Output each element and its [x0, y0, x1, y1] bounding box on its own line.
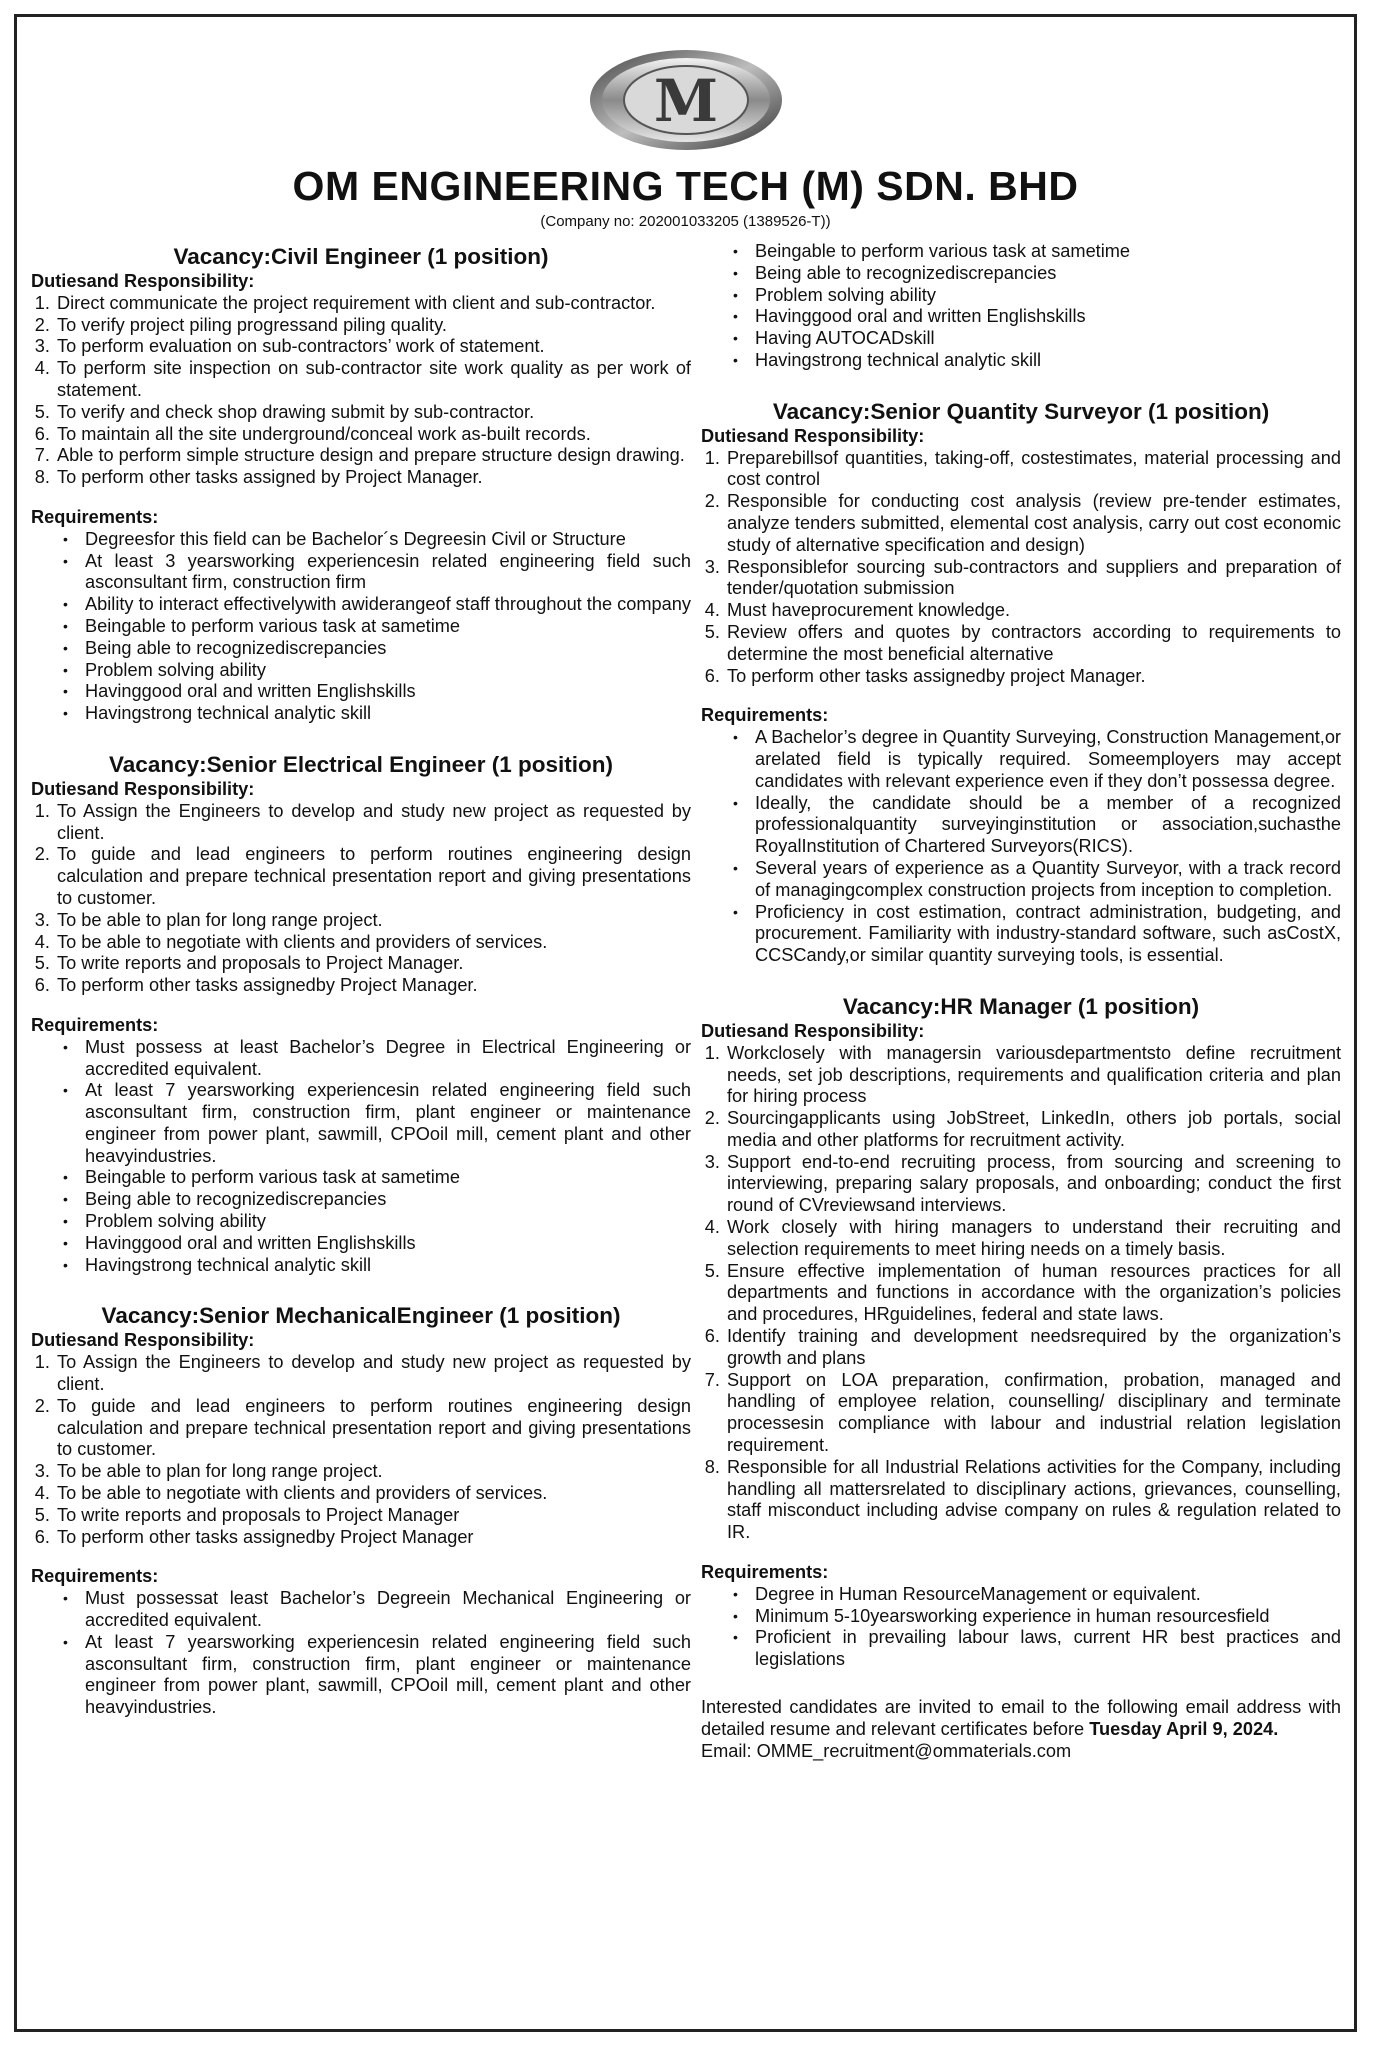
requirements-heading: Requirements: — [31, 1014, 159, 1035]
left-column — [31, 243, 691, 1745]
duties-heading: Dutiesand Responsibility: — [31, 271, 255, 291]
list-item: 3. To be able to plan for long range project. — [55, 1461, 691, 1483]
list-item: • Ideally, the candidate should be a member of a recognized professionalquantity surveyinginstitution or association,suchasthe RoyalInstitution of Chartered Surveyors(RICS). — [755, 793, 1341, 858]
list-item: • Degreesfor this field can be Bachelor´s Degreesin Civil or Structure — [85, 529, 691, 551]
list-item: 3. To perform evaluation on sub-contractors’ work of statement. — [55, 336, 691, 358]
list-item: 5. To write reports and proposals to Project Manager. — [55, 953, 691, 975]
list-item: • Having AUTOCADskill — [755, 328, 1341, 350]
list-item: 8. Responsible for all Industrial Relations activities for the Company, including handling all mattersrelated to disciplinary actions, grievances, counselling, staff misconduct including advise company on rules & regulation related to IR. — [725, 1457, 1341, 1544]
list-item: 4. Must haveprocurement knowledge. — [725, 600, 1341, 622]
list-item: 6. To perform other tasks assignedby Project Manager. — [55, 975, 691, 997]
list-item: • Problem solving ability — [85, 1211, 691, 1233]
list-item: 2. To verify project piling progressand piling quality. — [55, 315, 691, 337]
qs-duties-list — [701, 448, 1341, 688]
list-item: • Havingstrong technical analytic skill — [755, 350, 1341, 372]
electrical-engineer-section — [31, 751, 691, 1277]
vacancy-title-quantity-surveyor: Vacancy:Senior Quantity Surveyor (1 position) — [772, 398, 1270, 424]
list-item: • Proficient in prevailing labour laws, current HR best practices and legislations — [755, 1627, 1341, 1671]
list-item: • At least 7 yearsworking experiencesin related engineering field such asconsultant firm, construction firm, plant engineer or maintenance engineer from power plant, sawmill, CPOoil mill, cement plant and other heavyindustries. — [85, 1080, 691, 1167]
list-item: 6. To perform other tasks assignedby Project Manager — [55, 1527, 691, 1549]
requirements-heading: Requirements: — [701, 1562, 829, 1583]
list-item: 5. To verify and check shop drawing submit by sub-contractor. — [55, 402, 691, 424]
requirements-heading: Requirements: — [31, 506, 159, 527]
list-item: • Proficiency in cost estimation, contract administration, budgeting, and procurement. Familiarity with industry-standard software, such asCostX, CCSCandy,or similar quantity surveying tools, is essential. — [755, 902, 1341, 967]
vacancy-title-electrical: Vacancy:Senior Electrical Engineer (1 position) — [109, 751, 613, 777]
list-item: • At least 7 yearsworking experiencesin related engineering field such asconsultant firm, construction firm, plant engineer or maintenance engineer from power plant, sawmill, CPOoil mill, cement plant and other heavyindustries. — [85, 1632, 691, 1719]
requirements-heading: Requirements: — [31, 1566, 159, 1587]
mechanical-requirements-list — [31, 1588, 691, 1719]
logo-letter: M — [653, 67, 719, 135]
list-item: 4. To be able to negotiate with clients and providers of services. — [55, 1483, 691, 1505]
list-item: 4. To perform site inspection on sub-contractor site work quality as per work of statement. — [55, 358, 691, 402]
list-item: 3. Responsiblefor sourcing sub-contractors and suppliers and preparation of tender/quotation submission — [725, 557, 1341, 601]
list-item: 2. Responsible for conducting cost analysis (review pre-tender estimates, analyze tenders submitted, elemental cost analysis, carry out cost economic study of alternative specification and design) — [725, 491, 1341, 556]
requirements-heading: Requirements: — [701, 705, 829, 726]
list-item: 5. Review offers and quotes by contractors according to requirements to determine the most beneficial alternative — [725, 622, 1341, 666]
mechanical-requirements-continued — [701, 241, 1341, 372]
mechanical-engineer-section — [31, 1302, 691, 1719]
application-instructions — [701, 1697, 1341, 1741]
electrical-duties-list — [31, 801, 691, 997]
list-item: 7. Able to perform simple structure design and prepare structure design drawing. — [55, 445, 691, 467]
advertisement-page — [14, 14, 1357, 2032]
list-item: 3. To be able to plan for long range project. — [55, 910, 691, 932]
civil-requirements-list — [31, 529, 691, 725]
company-logo — [586, 45, 786, 155]
list-item: • Beingable to perform various task at sametime — [85, 616, 691, 638]
list-item: • Degree in Human ResourceManagement or equivalent. — [755, 1584, 1341, 1606]
closing-text: Interested candidates are invited to email to the following email address with detailed resume and relevant certificates before — [701, 1697, 1341, 1739]
contact-email: Email: OMME_recruitment@ommaterials.com — [701, 1740, 1072, 1761]
list-item: • Havinggood oral and written Englishskills — [85, 1233, 691, 1255]
duties-heading: Dutiesand Responsibility: — [31, 1330, 255, 1351]
list-item: • Minimum 5-10yearsworking experience in human resourcesfield — [755, 1606, 1341, 1628]
duties-heading: Dutiesand Responsibility: — [701, 1020, 925, 1041]
list-item: 3. Support end-to-end recruiting process, from sourcing and screening to interviewing, preparing salary proposals, and onboarding; conduct the first round of CVreviewsand interviews. — [725, 1152, 1341, 1217]
list-item: • At least 3 yearsworking experiencesin related engineering field such asconsultant firm, construction firm — [85, 551, 691, 595]
list-item: • Being able to recognizediscrepancies — [85, 1189, 691, 1211]
list-item: 1. To Assign the Engineers to develop and study new project as requested by client. — [55, 1352, 691, 1396]
list-item: 1. Direct communicate the project requirement with client and sub-contractor. — [55, 293, 691, 315]
list-item: • Must possessat least Bachelor’s Degreein Mechanical Engineering or accredited equivalent. — [85, 1588, 691, 1632]
list-item: 4. To be able to negotiate with clients and providers of services. — [55, 932, 691, 954]
qs-requirements-list — [701, 727, 1341, 967]
list-item: 6. To maintain all the site underground/conceal work as-built records. — [55, 424, 691, 446]
list-item: • Must possess at least Bachelor’s Degree in Electrical Engineering or accredited equivalent. — [85, 1037, 691, 1081]
list-item: 6. Identify training and development needsrequired by the organization’s growth and plans — [725, 1326, 1341, 1370]
electrical-requirements-list — [31, 1037, 691, 1277]
list-item: 2. Sourcingapplicants using JobStreet, LinkedIn, others job portals, social media and other platforms for recruitment activity. — [725, 1108, 1341, 1152]
duties-heading: Dutiesand Responsibility: — [701, 425, 925, 446]
list-item: • Beingable to perform various task at sametime — [755, 241, 1341, 263]
list-item: • A Bachelor’s degree in Quantity Surveying, Construction Management,or arelated field is typically required. Someemployers may accept candidates with relevant experience even if they don’t possessa degree. — [755, 727, 1341, 792]
list-item: 8. To perform other tasks assigned by Project Manager. — [55, 467, 691, 489]
list-item: 2. To guide and lead engineers to perform routines engineering design calculation and prepare technical presentation report and giving presentations to customer. — [55, 844, 691, 909]
list-item: 5. To write reports and proposals to Project Manager — [55, 1505, 691, 1527]
list-item: • Beingable to perform various task at sametime — [85, 1167, 691, 1189]
right-column — [701, 243, 1341, 1762]
list-item: • Havinggood oral and written Englishskills — [755, 306, 1341, 328]
application-deadline: Tuesday April 9, 2024. — [1089, 1718, 1279, 1739]
list-item: 2. To guide and lead engineers to perform routines engineering design calculation and prepare technical presentation report and giving presentations to customer. — [55, 1396, 691, 1461]
duties-heading: Dutiesand Responsibility: — [31, 778, 255, 799]
list-item: 1. Preparebillsof quantities, taking-off, costestimates, material processing and cost control — [725, 448, 1341, 492]
list-item: • Ability to interact effectivelywith awiderangeof staff throughout the company — [85, 594, 691, 616]
list-item: • Several years of experience as a Quantity Surveyor, with a track record of managingcomplex construction projects from inception to completion. — [755, 858, 1341, 902]
list-item: 1. To Assign the Engineers to develop and study new project as requested by client. — [55, 801, 691, 845]
quantity-surveyor-section — [701, 398, 1341, 967]
mechanical-duties-list — [31, 1352, 691, 1548]
hr-requirements-list — [701, 1584, 1341, 1671]
civil-duties-list — [31, 293, 691, 489]
list-item: • Problem solving ability — [755, 285, 1341, 307]
list-item: 5. Ensure effective implementation of human resources practices for all departments and functions in accordance with the organization’s policies and procedures, HRguidelines, federal and state laws. — [725, 1261, 1341, 1326]
vacancy-title-civil: Vacancy:Civil Engineer (1 position) — [173, 244, 549, 269]
vacancy-title-hr-manager: Vacancy:HR Manager (1 position) — [842, 993, 1200, 1019]
list-item: • Being able to recognizediscrepancies — [755, 263, 1341, 285]
hr-duties-list — [701, 1043, 1341, 1544]
list-item: • Havinggood oral and written Englishskills — [85, 681, 691, 703]
list-item: 1. Workclosely with managersin variousdepartmentsto define recruitment needs, set job descriptions, requirements and qualification criteria and plan for hiring process — [725, 1043, 1341, 1108]
list-item: • Being able to recognizediscrepancies — [85, 638, 691, 660]
list-item: • Havingstrong technical analytic skill — [85, 1255, 691, 1277]
vacancy-title-mechanical: Vacancy:Senior MechanicalEngineer (1 position) — [101, 1303, 621, 1329]
list-item: • Havingstrong technical analytic skill — [85, 703, 691, 725]
company-number: (Company no: 202001033205 (1389526-T)) — [540, 213, 831, 230]
company-name: OM ENGINEERING TECH (M) SDN. BHD — [292, 163, 1079, 209]
list-item: 7. Support on LOA preparation, confirmation, probation, managed and handling of employee relation, counselling/ disciplinary and terminate processesin compliance with labour and industrial relation legislation requirement. — [725, 1370, 1341, 1457]
hr-manager-section — [701, 993, 1341, 1671]
civil-engineer-section — [31, 243, 691, 725]
list-item: 4. Work closely with hiring managers to understand their recruiting and selection requirements to meet hiring needs on a timely basis. — [725, 1217, 1341, 1261]
list-item: 6. To perform other tasks assignedby project Manager. — [725, 666, 1341, 688]
list-item: • Problem solving ability — [85, 660, 691, 682]
